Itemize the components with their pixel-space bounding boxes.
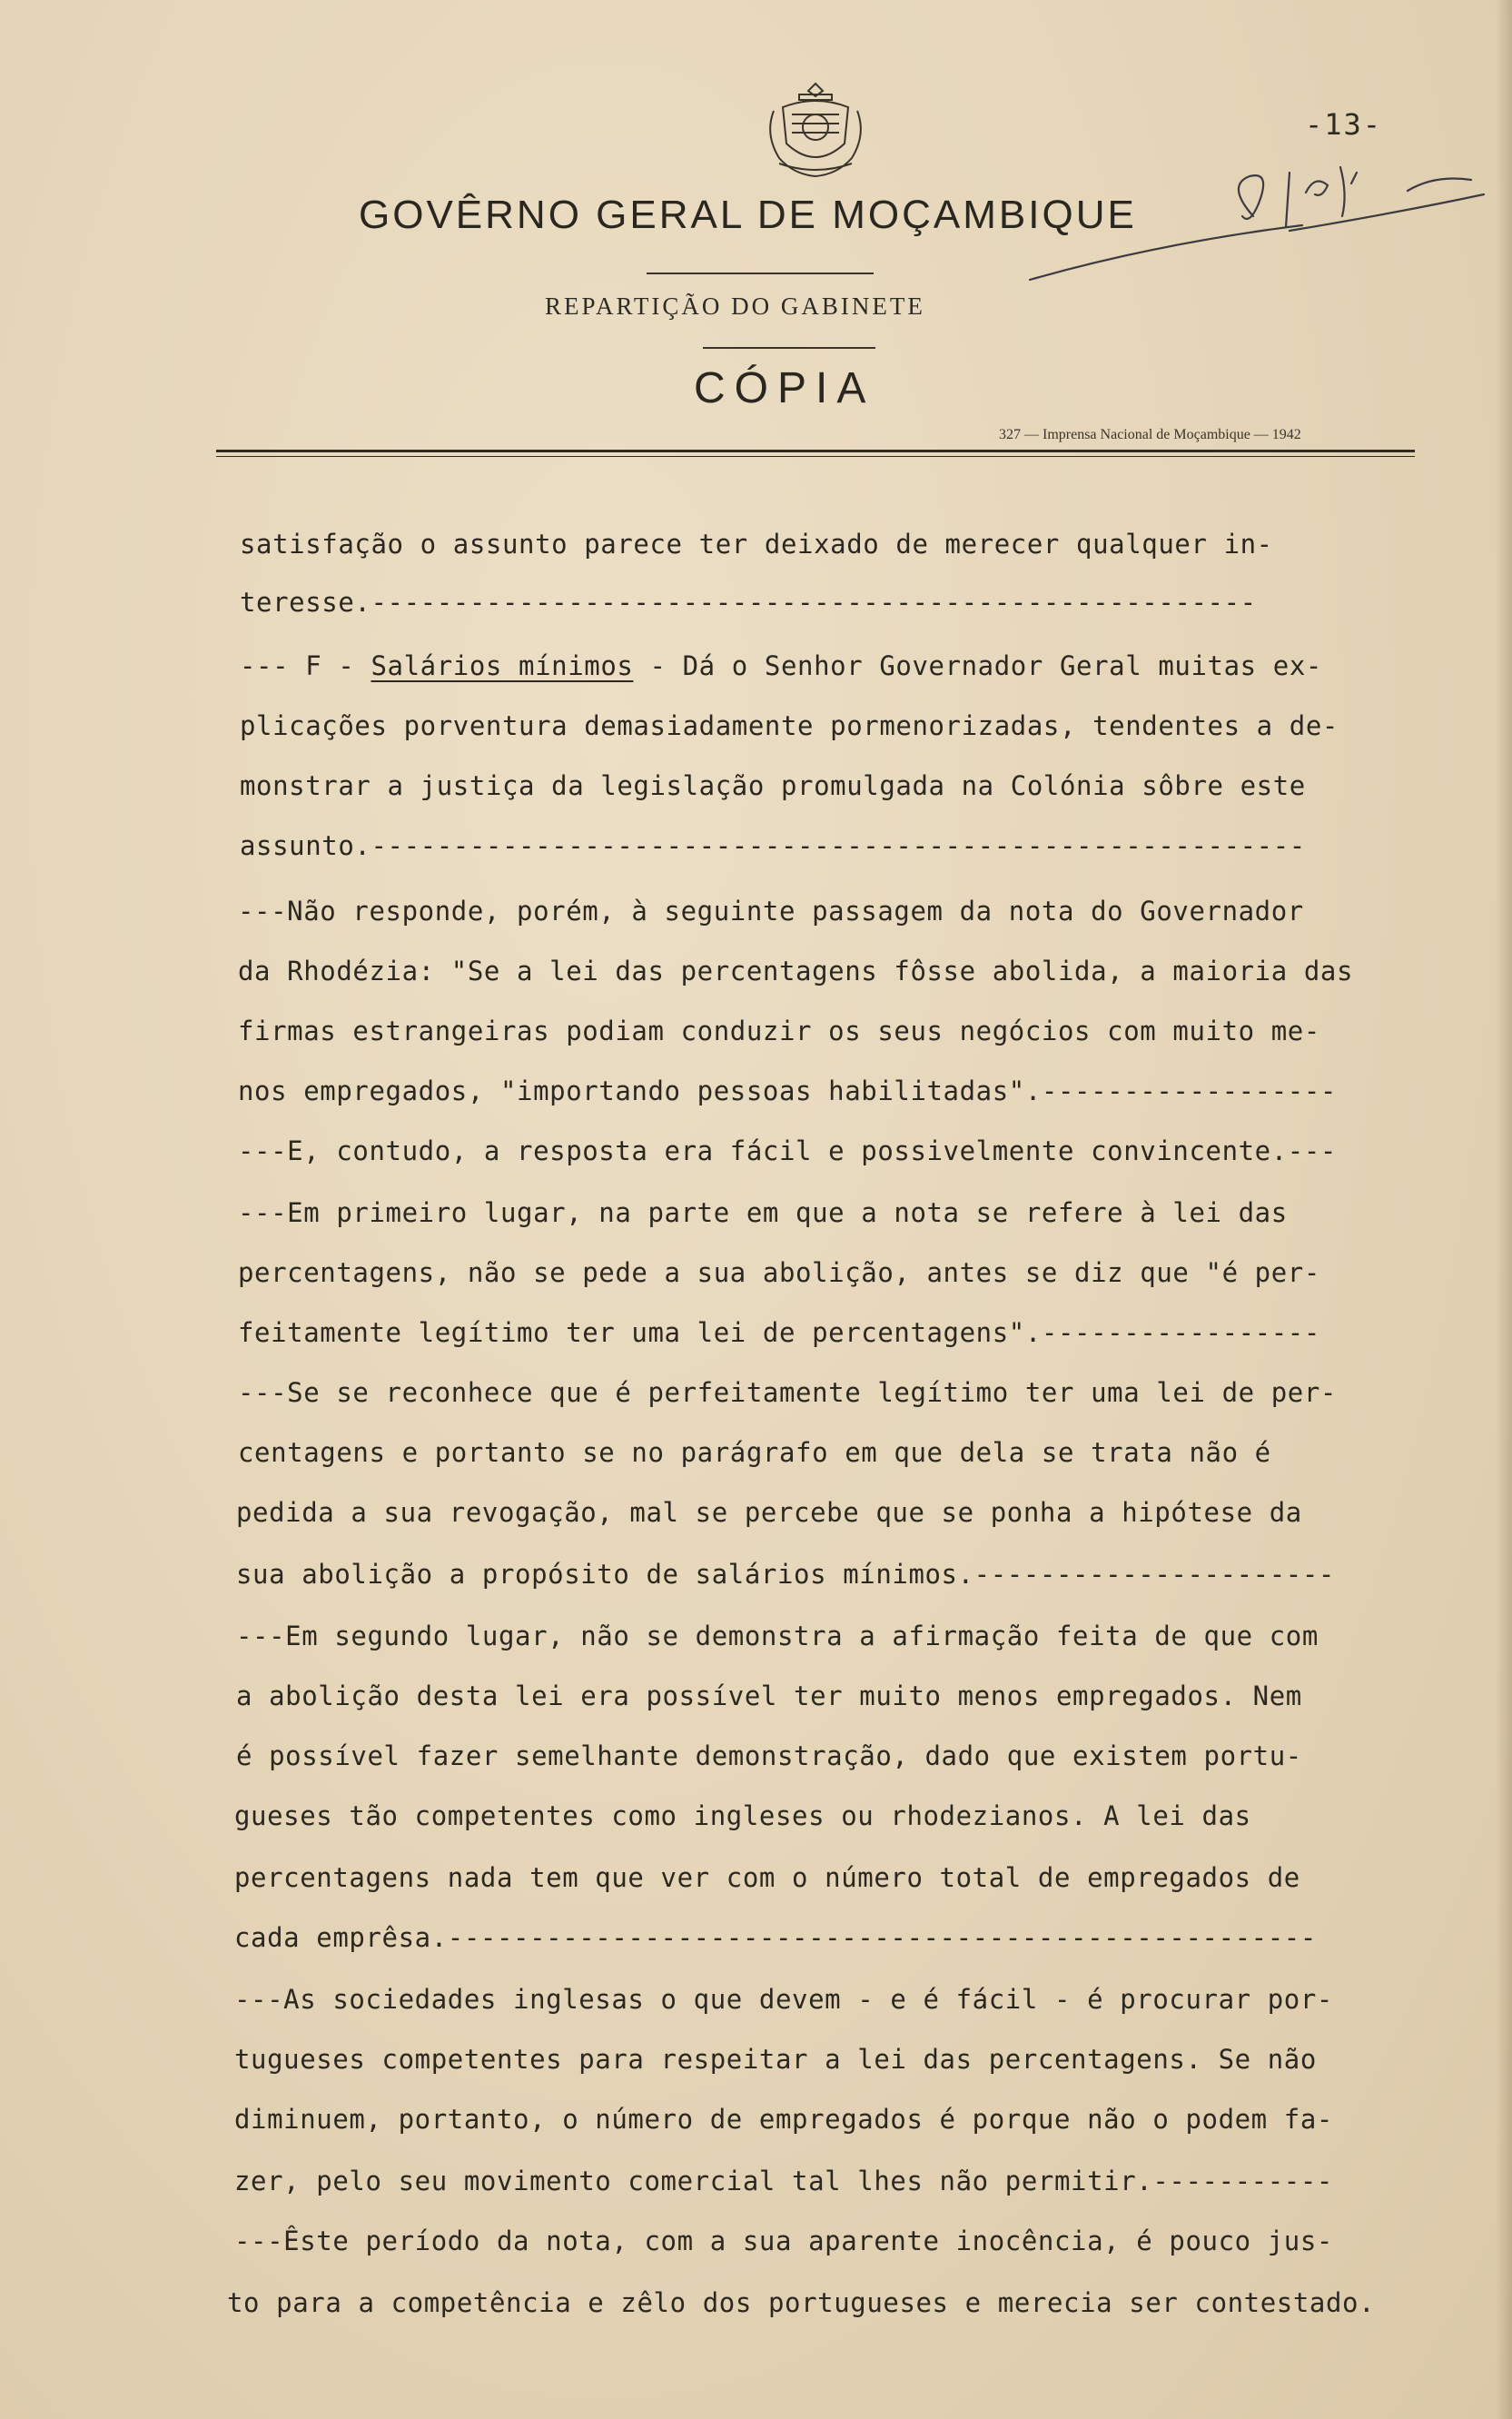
body-line-18: sua abolição a propósito de salários mínimos.----------------------	[236, 1559, 1335, 1590]
body-line-28: zer, pelo seu movimento comercial tal lhes não permitir.-----------	[234, 2166, 1333, 2196]
body-line-17: pedida a sua revogação, mal se percebe que se ponha a hipótese da	[236, 1497, 1302, 1528]
imprint-line: 327 — Imprensa Nacional de Moçambique — 1942	[999, 427, 1301, 442]
body-line-21: é possível fazer semelhante demonstração, dado que existem portu-	[236, 1740, 1302, 1771]
body-line-4: plicações porventura demasiadamente pormenorizadas, tendentes a de-	[240, 710, 1339, 741]
body-line-20: a abolição desta lei era possível ter muito menos empregados. Nem	[236, 1680, 1302, 1711]
body-line-15: ---Se se reconhece que é perfeitamente legítimo ter uma lei de per-	[238, 1377, 1337, 1408]
body-line-3: --- F - Salários mínimos - Dá o Senhor Governador Geral muitas ex-	[240, 650, 1322, 681]
body-line-30: to para a competência e zêlo dos portugueses e merecia ser contestado.	[227, 2287, 1376, 2318]
body-line-27: diminuem, portanto, o número de empregados é porque não o podem fa-	[234, 2104, 1333, 2135]
salarios-minimos-heading: Salários mínimos	[371, 650, 634, 681]
department-name: REPARTIÇÃO DO GABINETE	[545, 292, 925, 320]
body-line-26: tugueses competentes para respeitar a lei das percentagens. Se não	[234, 2044, 1317, 2075]
body-line-6: assunto.---------------------------------------------------------	[240, 830, 1306, 861]
body-line-23: percentagens nada tem que ver com o número total de empregados de	[234, 1862, 1300, 1893]
body-line-5: monstrar a justiça da legislação promulgada na Colónia sôbre este	[240, 770, 1306, 801]
body-line-7: ---Não responde, porém, à seguinte passagem da nota do Governador	[238, 896, 1304, 927]
body-line-1: satisfação o assunto parece ter deixado de merecer qualquer in-	[240, 529, 1273, 560]
body-line-13: percentagens, não se pede a sua abolição, antes se diz que "é per-	[238, 1257, 1320, 1288]
page-number: -13-	[1305, 107, 1383, 142]
copy-label: CÓPIA	[694, 364, 875, 412]
body-line-19: ---Em segundo lugar, não se demonstra a afirmação feita de que com	[236, 1621, 1319, 1651]
body-line-14: feitamente legítimo ter uma lei de percentagens".-----------------	[238, 1317, 1320, 1348]
body-line-25: ---As sociedades inglesas o que devem - e é fácil - é procurar por-	[234, 1984, 1333, 2015]
body-line-8: da Rhodézia: "Se a lei das percentagens fôsse abolida, a maioria das	[238, 956, 1354, 986]
government-title: GOVÊRNO GERAL DE MOÇAMBIQUE	[359, 193, 1137, 237]
body-line-9: firmas estrangeiras podiam conduzir os seus negócios com muito me-	[238, 1016, 1320, 1046]
body-line-2: teresse.------------------------------------------------------	[240, 587, 1257, 618]
body-line-11: ---E, contudo, a resposta era fácil e possivelmente convincente.---	[238, 1135, 1337, 1166]
body-line-16: centagens e portanto se no parágrafo em que dela se trata não é	[238, 1437, 1271, 1468]
body-line-12: ---Em primeiro lugar, na parte em que a nota se refere à lei das	[238, 1197, 1288, 1228]
body-line-29: ---Êste período da nota, com a sua aparente inocência, é pouco jus-	[234, 2226, 1333, 2256]
body-line-10: nos empregados, "importando pessoas habilitadas".------------------	[238, 1076, 1337, 1106]
body-line-22: gueses tão competentes como ingleses ou rhodezianos. A lei das	[234, 1800, 1251, 1831]
body-line-24: cada emprêsa.-----------------------------------------------------	[234, 1922, 1317, 1953]
